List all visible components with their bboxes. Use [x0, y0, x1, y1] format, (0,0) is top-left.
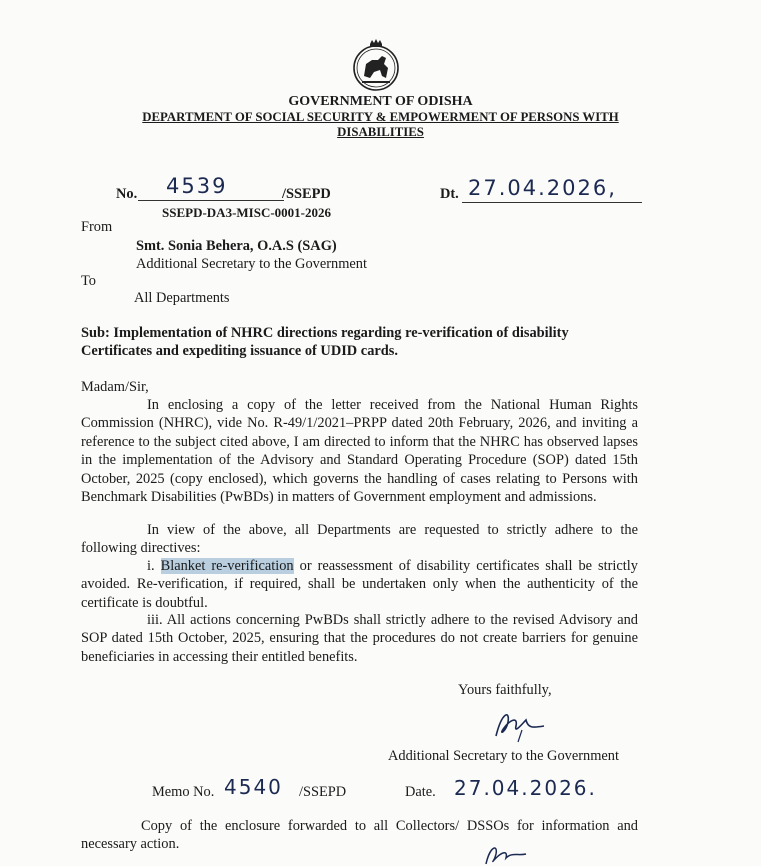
directive-item-1-number: i. [147, 558, 155, 574]
directive-item-1-text: or reassessment of disability certificates shall be strictly avoided. Re-verification, if required, shall be undertaken only when the authenticity of the certificate is doubtful. [81, 558, 638, 611]
odisha-emblem-icon [348, 38, 404, 94]
letter-no-suffix: /SSEPD [282, 186, 331, 202]
body-paragraph-1: In enclosing a copy of the letter received from the National Human Rights Commission (NHRC), vide No. R-49/1/2021–PRPP dated 20th February, 2026, and inviting a reference to the subject cited above, I am directed to inform that the NHRC has observed lapses in the implementation of the Advisory and Standard Operating Procedure (SOP) dated 15th October, 2025 (copy enclosed), which governs the handling of cases relating to Persons with Benchmark Disabilities (PwBDs) in matters of Government employment and admissions. [81, 397, 638, 506]
memo-suffix: /SSEPD [299, 784, 347, 800]
memo-date-handwritten: 27.04.2026. [454, 776, 597, 800]
memo-signature-icon [480, 840, 530, 866]
letter-no-handwritten: 4539 [166, 174, 228, 198]
subject-line1: Sub: Implementation of NHRC directions regarding re-verification of disability [81, 325, 569, 341]
to-label: To [81, 273, 96, 289]
recipient: All Departments [134, 290, 230, 306]
directive-item-1 [81, 557, 638, 612]
sender-name: Smt. Sonia Behera, O.A.S (SAG) [136, 238, 337, 254]
letter-date-handwritten: 27.04.2026, [468, 176, 617, 200]
letter-no-label: No. [116, 186, 138, 202]
memo-label: Memo No. [152, 784, 215, 800]
file-number: SSEPD-DA3-MISC-0001-2026 [162, 205, 331, 220]
from-label: From [81, 219, 113, 235]
highlighted-text: Blanket re-verification [160, 558, 294, 574]
letter-date-underline [462, 202, 642, 203]
letter-date-label: Dt. [440, 186, 459, 202]
yours-faithfully: Yours faithfully, [458, 682, 552, 698]
subject-line2: Certificates and expediting issuance of UDID cards. [81, 343, 398, 359]
government-heading: GOVERNMENT OF ODISHA [288, 94, 473, 109]
body-paragraph-2: In view of the above, all Departments are requested to strictly adhere to the following directives: [81, 522, 638, 557]
department-heading-line2: DISABILITIES [337, 125, 424, 139]
letter-no-underline [138, 200, 284, 201]
memo-date-label: Date. [405, 784, 436, 800]
sender-designation: Additional Secretary to the Government [136, 256, 367, 272]
signature-icon [488, 706, 548, 746]
closing-designation: Additional Secretary to the Government [388, 748, 619, 764]
memo-no-handwritten: 4540 [224, 775, 283, 799]
department-heading-line1: DEPARTMENT OF SOCIAL SECURITY & EMPOWERMENT OF PERSONS WITH [142, 110, 619, 124]
salutation: Madam/Sir, [81, 379, 149, 395]
copy-forward-text: Copy of the enclosure forwarded to all Collectors/ DSSOs for information and necessary action. [81, 818, 638, 853]
directive-item-3: iii. All actions concerning PwBDs shall strictly adhere to the revised Advisory and SOP dated 15th October, 2025, ensuring that the procedures do not create barriers for genuine beneficiaries in accessing their entitled benefits. [81, 612, 638, 665]
